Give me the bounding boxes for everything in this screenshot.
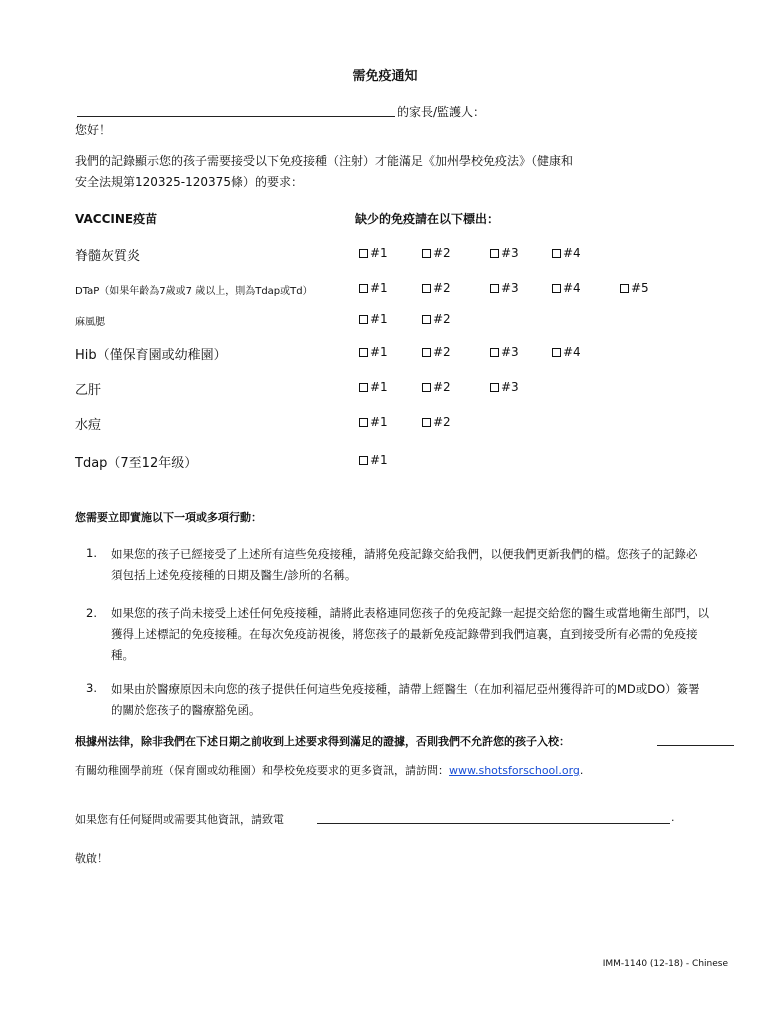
vaccine-name: 水痘 xyxy=(75,418,102,433)
info-end: . xyxy=(579,764,584,777)
vaccine-name: 乙肝 xyxy=(75,383,102,398)
dose-label: #3 xyxy=(501,345,519,359)
dose-label: #2 xyxy=(433,345,451,359)
checkbox-square[interactable] xyxy=(490,348,499,357)
checkbox-square[interactable] xyxy=(552,284,561,293)
phone-blank[interactable] xyxy=(317,823,670,824)
dose-label: #4 xyxy=(563,345,581,359)
checkbox-square[interactable] xyxy=(359,383,368,392)
dose-label: #2 xyxy=(433,246,451,260)
checkbox-square[interactable] xyxy=(620,284,629,293)
dose-checkbox[interactable] xyxy=(490,281,519,295)
form-number: IMM-1140 (12-18) - Chinese xyxy=(602,959,728,969)
vaccine-name: 麻風腮 xyxy=(75,317,105,328)
checkbox-square[interactable] xyxy=(422,418,431,427)
dose-checkbox[interactable] xyxy=(552,246,581,260)
greeting: 您好！ xyxy=(75,123,112,137)
dose-label: #1 xyxy=(370,345,388,359)
checkbox-square[interactable] xyxy=(422,315,431,324)
dose-label: #2 xyxy=(433,380,451,394)
checkbox-square[interactable] xyxy=(422,383,431,392)
dose-checkbox[interactable] xyxy=(422,246,451,260)
info-line xyxy=(75,762,583,778)
dose-checkbox[interactable] xyxy=(359,246,388,260)
dose-checkbox[interactable] xyxy=(620,281,649,295)
dose-label: #3 xyxy=(501,246,519,260)
vaccine-column-header: VACCINE疫苗 xyxy=(75,212,158,226)
action-item-2: 如果您的孩子尚未接受上述任何免疫接種，請將此表格連同您孩子的免疫記錄一起提交給您的醫生或當地衛生部門，以獲得上述標記的免疫接種。在每次免疫訪視後，將您孩子的最新免疫記錄帶到我們這裏，直到接受所有必需的免疫接種。 xyxy=(111,606,709,662)
checkbox-square[interactable] xyxy=(359,315,368,324)
dose-label: #4 xyxy=(563,246,581,260)
vaccine-name: 脊髓灰質炎 xyxy=(75,249,141,264)
checkbox-square[interactable] xyxy=(359,249,368,258)
checkbox-square[interactable] xyxy=(490,249,499,258)
dose-checkbox[interactable] xyxy=(490,345,519,359)
missing-column-header: 缺少的免疫請在以下標出： xyxy=(355,212,500,226)
dose-checkbox[interactable] xyxy=(359,281,388,295)
action-number: 1. xyxy=(86,546,97,560)
vaccine-name: Tdap（7至12年级） xyxy=(75,456,198,471)
checkbox-square[interactable] xyxy=(359,456,368,465)
dose-checkbox[interactable] xyxy=(359,312,388,326)
shots-for-school-link[interactable]: www.shotsforschool.org xyxy=(449,764,580,777)
page-title: 需免疫通知 xyxy=(352,69,418,84)
dose-checkbox[interactable] xyxy=(422,312,451,326)
dose-checkbox[interactable] xyxy=(422,380,451,394)
checkbox-square[interactable] xyxy=(490,284,499,293)
dose-checkbox[interactable] xyxy=(552,345,581,359)
actions-heading: 您需要立即實施以下一項或多項行動： xyxy=(75,511,262,524)
law-notice: 根據州法律，除非我們在下述日期之前收到上述要求得到滿足的證據，否則我們不允許您的孩子入校： xyxy=(75,735,570,748)
dose-checkbox[interactable] xyxy=(422,345,451,359)
dose-label: #3 xyxy=(501,380,519,394)
checkbox-square[interactable] xyxy=(422,249,431,258)
vaccine-name: DTaP（如果年齡為7歲或7 歲以上，則為Tdap或Td） xyxy=(75,286,313,297)
action-item-1: 如果您的孩子已經接受了上述所有這些免疫接種，請將免疫記錄交給我們，以便我們更新我們的檔。您孩子的記錄必須包括上述免疫接種的日期及醫生/診所的名稱。 xyxy=(111,547,698,582)
dose-checkbox[interactable] xyxy=(490,246,519,260)
checkbox-square[interactable] xyxy=(422,348,431,357)
dose-label: #1 xyxy=(370,453,388,467)
dose-label: #1 xyxy=(370,281,388,295)
dose-checkbox[interactable] xyxy=(552,281,581,295)
dose-checkbox[interactable] xyxy=(422,415,451,429)
action-item-3: 如果由於醫療原因未向您的孩子提供任何這些免疫接種，請帶上經醫生（在加利福尼亞州獲得許可的MD或DO）簽署的關於您孩子的醫療豁免函。 xyxy=(111,682,700,717)
info-text: 有關幼稚園學前班（保育園或幼稚園）和學校免疫要求的更多資訊，請訪問： xyxy=(75,764,449,777)
parent-salutation: 的家長/監護人： xyxy=(397,105,486,119)
dose-label: #1 xyxy=(370,312,388,326)
dose-checkbox[interactable] xyxy=(359,345,388,359)
checkbox-square[interactable] xyxy=(552,249,561,258)
action-number: 3. xyxy=(86,681,97,695)
dose-label: #1 xyxy=(370,380,388,394)
dose-checkbox[interactable] xyxy=(359,453,388,467)
dose-label: #2 xyxy=(433,415,451,429)
contact-text: 如果您有任何疑問或需要其他資訊，請致電 xyxy=(75,813,284,826)
entry-deadline-blank[interactable] xyxy=(657,745,734,746)
vaccine-name: Hib（僅保育園或幼稚園） xyxy=(75,348,227,363)
contact-end: . xyxy=(671,811,675,824)
dose-checkbox[interactable] xyxy=(422,281,451,295)
checkbox-square[interactable] xyxy=(490,383,499,392)
dose-label: #1 xyxy=(370,246,388,260)
intro-line-2: 安全法規第120325-120375條）的要求： xyxy=(75,175,303,189)
dose-checkbox[interactable] xyxy=(359,380,388,394)
parent-name-blank[interactable] xyxy=(77,116,395,117)
checkbox-square[interactable] xyxy=(359,284,368,293)
closing: 敬啟！ xyxy=(75,852,108,865)
checkbox-square[interactable] xyxy=(552,348,561,357)
intro-line-1: 我們的記錄顯示您的孩子需要接受以下免疫接種（注射）才能滿足《加州學校免疫法》（健康和 xyxy=(75,154,574,168)
dose-label: #2 xyxy=(433,312,451,326)
action-number: 2. xyxy=(86,606,97,620)
checkbox-square[interactable] xyxy=(359,348,368,357)
dose-checkbox[interactable] xyxy=(490,380,519,394)
dose-label: #2 xyxy=(433,281,451,295)
dose-checkbox[interactable] xyxy=(359,415,388,429)
dose-label: #5 xyxy=(631,281,649,295)
dose-label: #3 xyxy=(501,281,519,295)
checkbox-square[interactable] xyxy=(422,284,431,293)
checkbox-square[interactable] xyxy=(359,418,368,427)
dose-label: #4 xyxy=(563,281,581,295)
dose-label: #1 xyxy=(370,415,388,429)
